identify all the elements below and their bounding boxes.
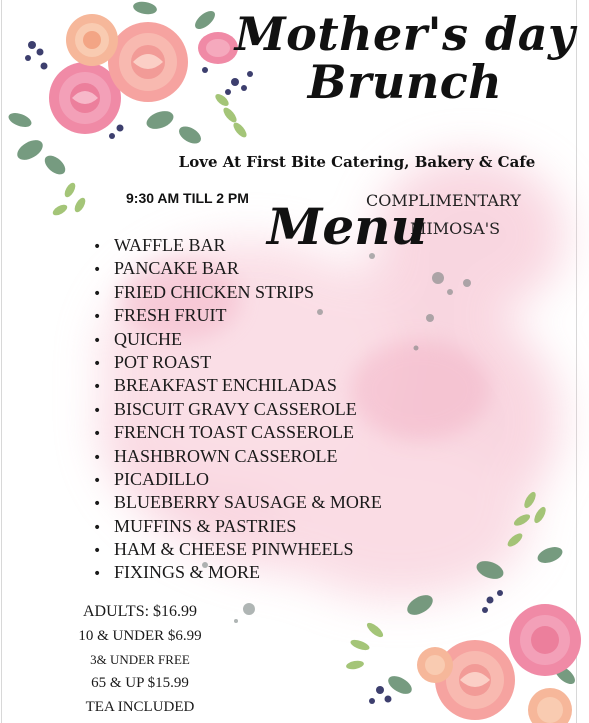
menu-item: • FRIED CHICKEN STRIPS	[90, 281, 382, 304]
menu-item: • HASHBROWN CASSEROLE	[90, 445, 382, 468]
menu-item: • FRESH FRUIT	[90, 304, 382, 327]
menu-item: • BISCUIT GRAVY CASSEROLE	[90, 398, 382, 421]
title-line-2: Brunch	[307, 55, 503, 109]
price-line: 10 & UNDER $6.99	[78, 628, 202, 644]
menu-heading: Menu	[267, 197, 427, 256]
price-line: 65 & UP $15.99	[91, 675, 189, 691]
menu-item: • WAFFLE BAR	[90, 234, 382, 257]
price-line: TEA INCLUDED	[85, 699, 195, 715]
menu-item: • PANCAKE BAR	[90, 257, 382, 280]
menu-item: • FRENCH TOAST CASSEROLE	[90, 421, 382, 444]
menu-item: • BREAKFAST ENCHILADAS	[90, 374, 382, 397]
event-hours: 9:30 AM TILL 2 PM	[126, 190, 249, 206]
price-line: 3& UNDER FREE	[90, 652, 190, 667]
menu-item: • FIXINGS & MORE	[90, 561, 382, 584]
menu-item: • HAM & CHEESE PINWHEELS	[90, 538, 382, 561]
menu-item: • POT ROAST	[90, 351, 382, 374]
promo-line-1: COMPLIMENTARY	[366, 191, 521, 210]
menu-item: • PICADILLO	[90, 468, 382, 491]
title-line-1: Mother's day	[234, 7, 576, 61]
page-title	[230, 7, 580, 109]
menu-item: • BLUEBERRY SAUSAGE & MORE	[90, 491, 382, 514]
menu-item: • MUFFINS & PASTRIES	[90, 515, 382, 538]
price-list	[60, 600, 220, 719]
price-line: ADULTS: $16.99	[82, 603, 198, 620]
menu-item: • QUICHE	[90, 328, 382, 351]
promo-line-2: MIMOSA'S	[410, 219, 501, 238]
menu-list	[90, 234, 382, 585]
business-name: Love At First Bite Catering, Bakery & Cafe	[178, 153, 536, 171]
